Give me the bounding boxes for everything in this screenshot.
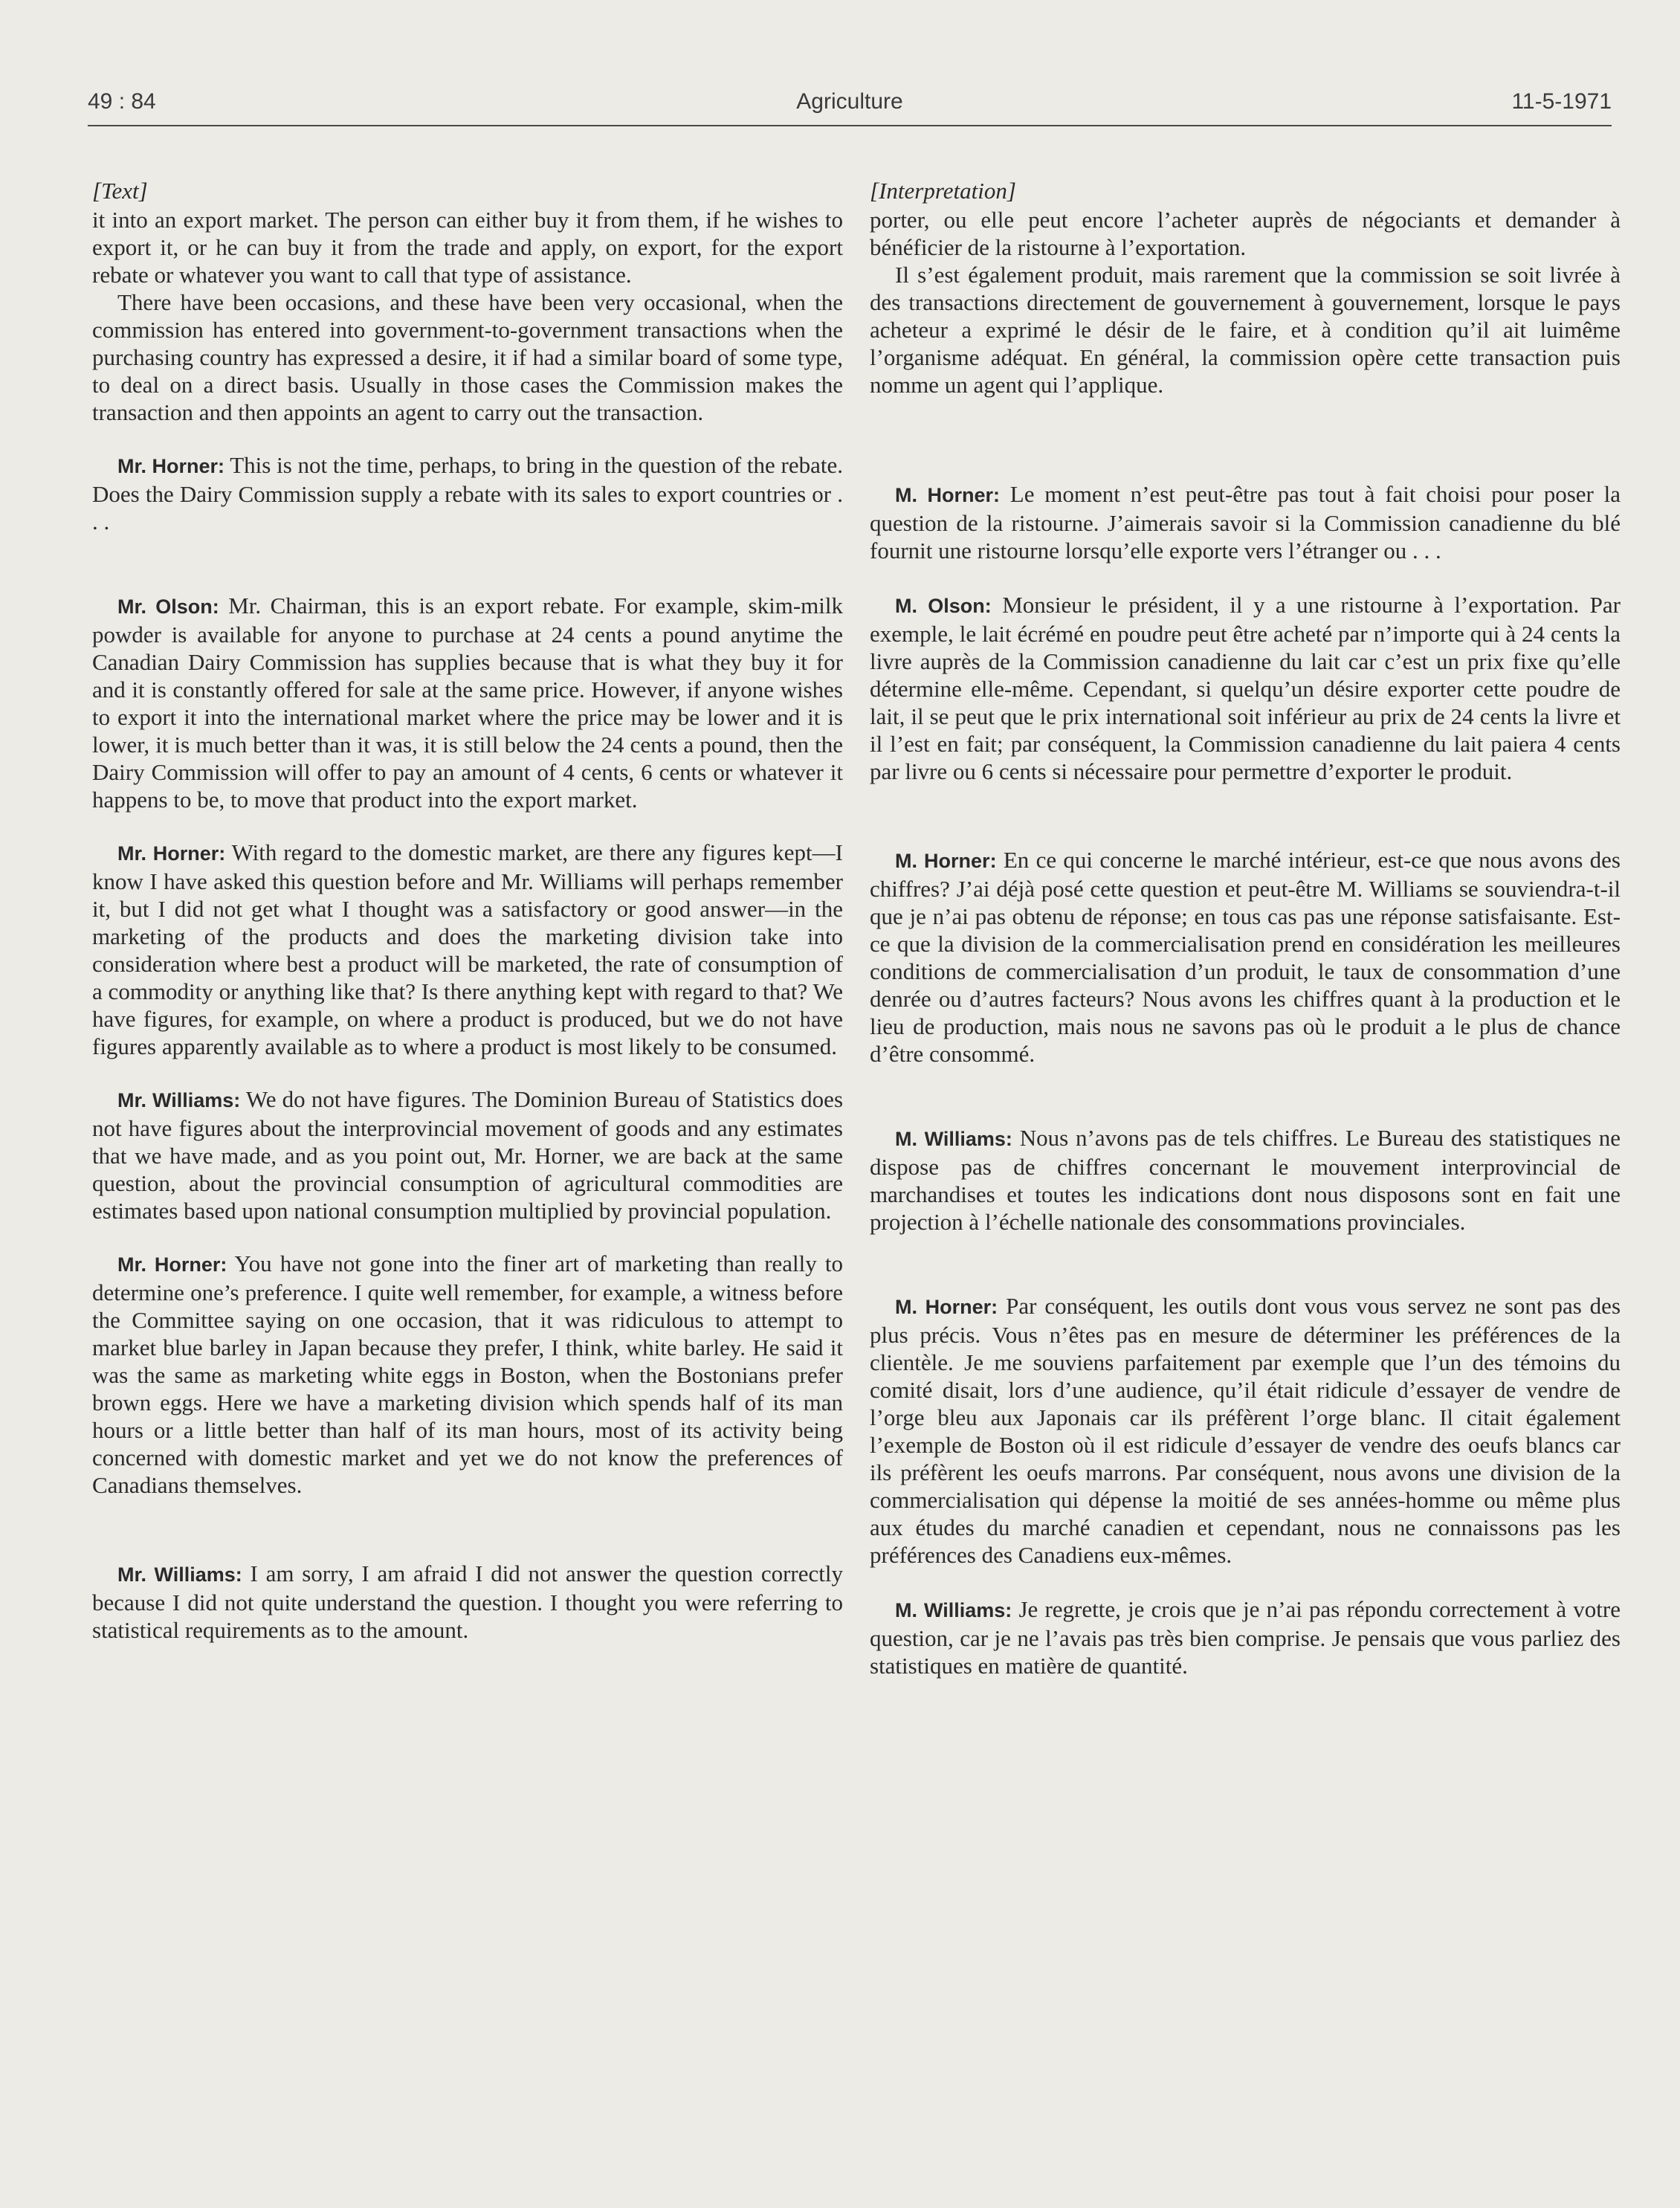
speech-text: With regard to the domestic market, are there any figures kept—I know I have asked this question before and Mr. Williams will perhaps remember it, but I did not get what I thought was a satisfactory or good answer—in the marketing of the products and does the marketing division take into consideration where best a product will be marketed, the rate of consumption of a commodity or anything like that? Is there anything kept with regard to that? We have figures, for example, on where a product is produced, but we do not have figures apparently available as to where a product is most likely to be consumed. (92, 839, 843, 1059)
speech-text: Monsieur le président, il y a une ristourne à l’exportation. Par exemple, le lait écrémé en poudre peut être acheté par n’importe qui à 24 cents la livre auprès de la Commission canadienne du lait car c’est un prix fixe qu’elle détermine elle-même. Cependant, si quelqu’un désire exporter cette poudre de lait, il se peut que le prix international soit inférieur au prix de 24 cents la livre et il l’est en fait; par conséquent, la Commission canadienne du lait paiera 4 cents par livre ou 6 cents si nécessaire pour permettre d’exporter le produit. (870, 592, 1621, 784)
speaker-name: Mr. Olson: (117, 595, 219, 618)
paragraph: There have been occasions, and these have been very occasional, when the commission has entered into government-to-government transactions when the purchasing country has expressed a desire, it if had a similar board of some type, to deal on a direct basis. Usually in those cases the Commission makes the transaction and then appoints an agent to carry out the transaction. (92, 289, 843, 425)
speech-block (92, 1085, 843, 1224)
speech-block (870, 1124, 1621, 1236)
paragraph: Il s’est également produit, mais rarement que la commission se soit livrée à des transactions directement de gouvernement à gouvernement, lorsque le pays acheteur a exprimé le désir de le faire, et à condition qu’il ait luimême l’organisme adéquat. En général, la commission opère cette transaction puis nomme un agent qui l’applique. (870, 262, 1621, 398)
header-date: 11-5-1971 (1511, 89, 1612, 114)
page-reference: 49 : 84 (88, 89, 156, 114)
speech-text: Le moment n’est peut-être pas tout à fait choisi pour poser la question de la ristourne. J’aimerais savoir si la Commission canadienne du blé fournit une ristourne lorsqu’elle exporte vers l’étranger ou . . . (870, 481, 1621, 564)
speech-text: This is not the time, perhaps, to bring in the question of the rebate. Does the Dairy Commission supply a rebate with its sales to export countries or . . . (92, 452, 843, 535)
speech-block (870, 1292, 1621, 1569)
speaker-name: Mr. Williams: (117, 1563, 242, 1586)
speech-block (870, 1595, 1621, 1679)
speech-block (92, 839, 843, 1060)
speaker-name: M. Williams: (895, 1128, 1012, 1150)
speech-text: Nous n’avons pas de tels chiffres. Le Bureau des statistiques ne dispose pas de chiffres concernant le mouvement interprovincial de marchandises et toutes les indications dont nous disposons sont en fait une projection à l’échelle nationale des consommations provinciales. (870, 1125, 1621, 1235)
speech-block (92, 1250, 843, 1499)
speaker-name: M. Horner: (895, 1296, 998, 1318)
speaker-name: Mr. Horner: (117, 842, 226, 865)
speaker-name: M. Horner: (895, 484, 1001, 506)
speech-block (870, 480, 1621, 564)
speech-text: En ce qui concerne le marché intérieur, est-ce que nous avons des chiffres? J’ai déjà posé cette question et peut-être M. Williams se souviendra-t-il que je n’ai pas obtenu de réponse; en tous cas pas une réponse satisfaisante. Est-ce que la division de la commercialisation prend en considération les meilleures conditions de commercialisation d’un produit, le taux de consommation d’une denrée ou d’autres facteurs? Nous avons les chiffres quant à la production et le lieu de production, mais nous ne savons pas où le produit a le plus de chance d’être consommé. (870, 847, 1621, 1067)
speaker-name: M. Olson: (895, 595, 992, 617)
speaker-name: Mr. Williams: (117, 1089, 241, 1111)
column-label-text: [Text] (92, 178, 148, 204)
speech-block (92, 451, 843, 535)
french-column (870, 177, 1621, 1679)
speaker-name: Mr. Horner: (117, 1253, 227, 1276)
paragraph: porter, ou elle peut encore l’acheter auprès de négociants et demander à bénéficier de la ristourne à l’exportation. (870, 207, 1621, 260)
speech-text: Par conséquent, les outils dont vous vous servez ne sont pas des plus précis. Vous n’êtes pas en mesure de déterminer les préférences de la clientèle. Je me souviens parfaitement par exemple que l’un des témoins du comité disait, lors d’une audience, qu’il était ridicule d’essayer de vendre de l’orge bleu aux Japonais car ils préfèrent l’orge blanc. Il citait également l’exemple de Boston où il est ridicule d’essayer de vendre des oeufs blancs car ils préfèrent les oeufs marrons. Par conséquent, nous avons une division de la commercialisation qui dépense la moitié de ses années-homme ou même plus aux études du marché canadien et cependant, nous ne connaissons pas les préférences des Canadiens eux-mêmes. (870, 1293, 1621, 1568)
paragraph: it into an export market. The person can either buy it from them, if he wishes to export it, or he can buy it from the trade and apply, on export, for the export rebate or whatever you want to call that type of assistance. (92, 207, 843, 288)
speaker-name: Mr. Horner: (117, 455, 225, 477)
speech-text: You have not gone into the finer art of marketing than really to determine one’s preference. I quite well remember, for example, a witness before the Committee saying on one occasion, that it was ridiculous to attempt to market blue barley in Japan because they prefer, I think, white barley. He said it was the same as marketing white eggs in Boston, when the Bostonians prefer brown eggs. Here we have a marketing division which spends half of its man hours or a little better than half of its man hours, most of its activity being concerned with domestic market and yet we do not know the preferences of Canadians themselves. (92, 1250, 843, 1498)
speech-block (870, 591, 1621, 785)
running-header (88, 83, 1612, 126)
speech-text: Mr. Chairman, this is an export rebate. For example, skim-milk powder is available for anyone to purchase at 24 cents a pound anytime the Canadian Dairy Commission has supplies because that is what they buy it for and it is constantly offered for sale at the same price. However, if anyone wishes to export it into the international market where the price may be lower and it is lower, it is much better than it was, it is still below the 24 cents a pound, then the Dairy Commission will offer to pay an amount of 4 cents, 6 cents or whatever it happens to be, to move that product into the export market. (92, 593, 843, 813)
speech-block (92, 1560, 843, 1644)
english-column (92, 177, 843, 1644)
speech-text: We do not have figures. The Dominion Bureau of Statistics does not have figures about the interprovincial movement of goods and any estimates that we have made, and as you point out, Mr. Horner, we are back at the same question, about the provincial consumption of agricultural commodities are estimates based upon national consumption multiplied by provincial population. (92, 1086, 844, 1224)
speaker-name: M. Williams: (895, 1599, 1012, 1621)
speaker-name: M. Horner: (895, 850, 997, 872)
speech-block (870, 846, 1621, 1068)
speech-text: Je regrette, je crois que je n’ai pas répondu correctement à votre question, car je ne l’avais pas très bien comprise. Je pensais que vous parliez des statistiques en matière de quantité. (870, 1596, 1621, 1679)
speech-text: I am sorry, I am afraid I did not answer the question correctly because I did not quite understand the question. I thought you were referring to statistical requirements as to the amount. (92, 1560, 844, 1643)
header-title: Agriculture (796, 89, 903, 114)
speech-block (92, 592, 843, 813)
column-label-interpretation: [Interpretation] (870, 178, 1016, 204)
